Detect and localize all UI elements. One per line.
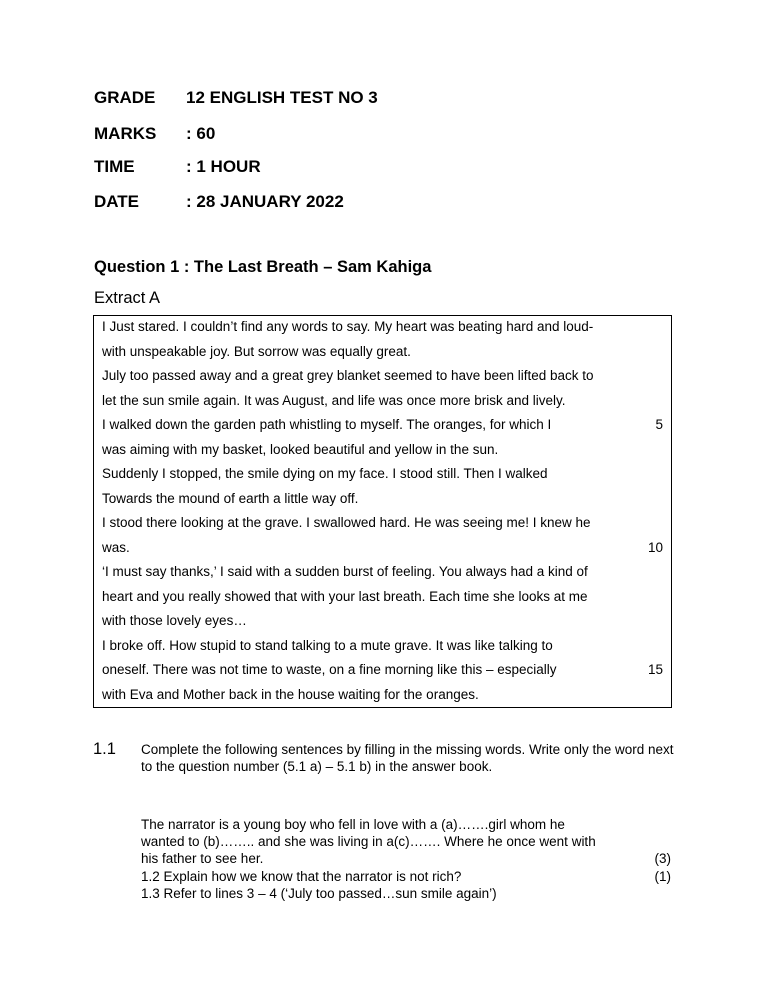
header-value: : 1 HOUR	[186, 157, 261, 176]
extract-line: I walked down the garden path whistling to myself. The oranges, for which I 5	[102, 417, 663, 432]
extract-line: ‘I must say thanks,’ I said with a sudden burst of feeling. You always had a kind of	[102, 564, 588, 579]
line-number: 5	[655, 417, 663, 432]
question-line: 1.3 Refer to lines 3 – 4 (‘July too passed…sun smile again’)	[141, 885, 497, 901]
extract-line: I stood there looking at the grave. I swallowed hard. He was seeing me! I knew he	[102, 515, 591, 530]
extract-line: heart and you really showed that with your last breath. Each time she looks at me	[102, 588, 588, 604]
question-line: wanted to (b)…….. and she was living in a(c)……. Where he once went with	[141, 834, 596, 850]
extract-line: let the sun smile again. It was August, and life was once more brisk and lively.	[102, 392, 566, 408]
header-label: TIME	[94, 157, 135, 176]
extract-line: with unspeakable joy. But sorrow was equally great.	[102, 343, 411, 359]
extract-line: I broke off. How stupid to stand talking to a mute grave. It was like talking to	[102, 637, 553, 653]
extract-line: I Just stared. I couldn’t find any words to say. My heart was beating hard and loud-	[102, 319, 594, 334]
mark-allocation: (1)	[654, 868, 671, 884]
header-label: MARKS	[94, 124, 157, 143]
question-instruction: Complete the following sentences by filling in the missing words. Write only the word next to the question number (5.1 a) – 5.1 b) in the answer book.	[141, 742, 674, 774]
header-label: DATE	[94, 192, 140, 211]
question-line: 1.2 Explain how we know that the narrator is not rich? (1)	[141, 868, 671, 884]
header-value: : 28 JANUARY 2022	[186, 192, 344, 211]
extract-line: was. 10	[102, 539, 663, 555]
extract-line: was aiming with my basket, looked beautiful and yellow in the sun.	[102, 441, 499, 457]
extract-title: Extract A	[94, 289, 161, 307]
question-body	[141, 816, 671, 902]
line-number: 15	[647, 662, 663, 677]
extract-line: oneself. There was not time to waste, on a fine morning like this – especially 15	[102, 662, 663, 677]
header-value: 12 ENGLISH TEST NO 3	[186, 88, 378, 107]
header-value: : 60	[186, 124, 216, 143]
question-line: The narrator is a young boy who fell in love with a (a)…….girl whom he	[141, 817, 565, 832]
header-label: GRADE	[94, 88, 156, 107]
extract-line: with those lovely eyes…	[102, 613, 247, 628]
extract-line: July too passed away and a great grey blanket seemed to have been lifted back to	[102, 368, 594, 383]
question-line: his father to see her. (3)	[141, 851, 671, 867]
line-number: 10	[647, 539, 663, 555]
extract-line: Suddenly I stopped, the smile dying on my face. I stood still. Then I walked	[102, 466, 548, 481]
question-number: 1.1	[93, 740, 116, 758]
mark-allocation: (3)	[654, 851, 671, 867]
extract-line: Towards the mound of earth a little way off.	[102, 490, 359, 506]
extract-box	[93, 315, 672, 708]
question-title: Question 1 : The Last Breath – Sam Kahiga	[94, 258, 432, 276]
extract-line: with Eva and Mother back in the house waiting for the oranges.	[102, 686, 479, 702]
